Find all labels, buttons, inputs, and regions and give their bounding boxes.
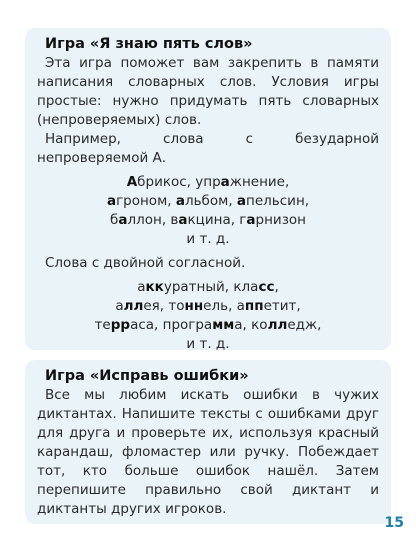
word-line: аллея, тоннель, аппетит,	[115, 298, 301, 314]
etc-label: и т. д.	[186, 336, 230, 352]
word-line: Абрикос, упражнение,	[126, 174, 290, 190]
rules-paragraph: Все мы любим искать ошибки в чужих диктантах. Напишите тексты с ошибками друг для друга и проверьте их, используя красный карандаш, фломастер или ручку. Побеждает тот, кто больше ошибок нашёл. Затем перепишите правильно свой диктант и диктанты других игроков.	[37, 387, 379, 517]
section-heading: Игра «Исправь ошибки»	[45, 368, 249, 384]
example-intro: Например, слова с безударной непроверяемой А.	[37, 131, 379, 166]
page-number: 15	[384, 515, 404, 531]
rules-paragraph: Эта игра поможет вам закрепить в памяти написания словарных слов. Условия игры простые: нужно придумать пять словарных (непроверяемых) слов.	[37, 55, 379, 128]
game-card-fix-errors	[25, 360, 391, 524]
word-line: баллон, вакцина, гарнизон	[110, 212, 306, 228]
double-consonant-intro: Слова с двойной согласной.	[45, 255, 246, 271]
etc-label: и т. д.	[186, 231, 230, 247]
word-line: терраса, программа, колледж,	[94, 317, 322, 333]
word-list-unstressed-a	[37, 173, 379, 249]
game-card-five-words	[25, 28, 391, 350]
word-line: агроном, альбом, апельсин,	[106, 193, 310, 209]
word-list-double-consonant	[37, 278, 379, 354]
section-heading: Игра «Я знаю пять слов»	[45, 36, 253, 52]
word-line: аккуратный, класс,	[137, 279, 279, 295]
